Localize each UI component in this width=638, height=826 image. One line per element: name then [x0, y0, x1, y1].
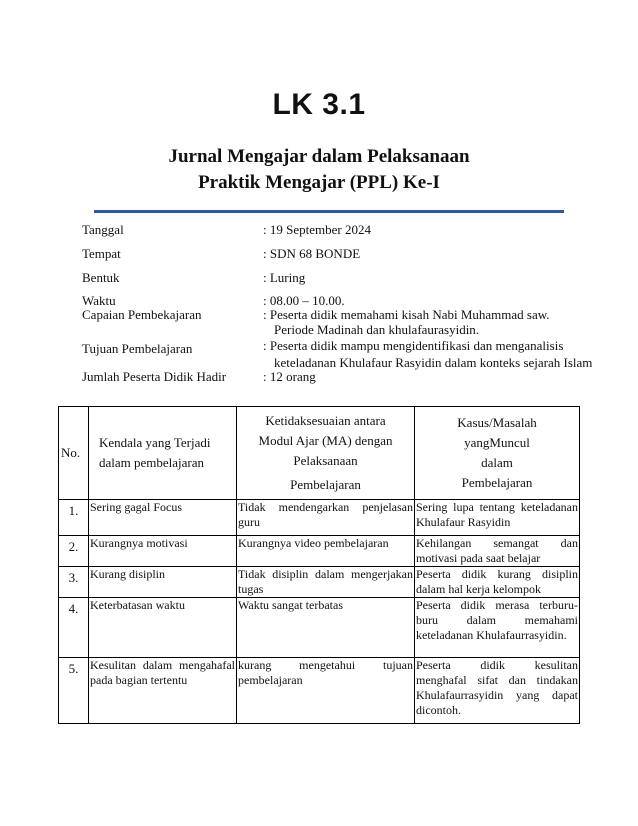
table-row — [59, 598, 580, 658]
jumlah-value: : 12 orang — [263, 369, 316, 384]
table-row — [59, 536, 580, 567]
row-kendala: Kurang disiplin — [89, 567, 237, 598]
row-ketidaksesuaian: Tidak disiplin dalam mengerjakan tugas — [238, 567, 413, 596]
row-number: 4. — [59, 598, 89, 658]
header-kasus-line-3: dalam — [481, 455, 513, 470]
bentuk-label: Bentuk — [82, 270, 120, 285]
row-kasus: Kehilangan semangat dan motivasi pada saat belajar — [416, 536, 578, 565]
row-ketidaksesuaian: Tidak mendengarkan penjelasan guru — [237, 500, 415, 536]
row-kasus: Sering lupa tentang keteladanan Khulafaur Rasyidin — [415, 500, 580, 536]
tujuan-label: Tujuan Pembelajaran — [82, 341, 193, 356]
subtitle-line-1: Jurnal Mengajar dalam Pelaksanaan — [168, 146, 470, 167]
row-number: 2. — [59, 536, 89, 567]
row-number: 5. — [59, 658, 89, 724]
tujuan-value-line-1: : Peserta didik mampu mengidentifikasi dan menganalisis — [263, 338, 564, 353]
header-kasus-line-2: yangMuncul — [464, 435, 530, 450]
page-title: LK 3.1 — [272, 88, 366, 121]
row-kendala: Kesulitan dalam mengahafal pada bagian tertentu — [89, 658, 237, 724]
header-ketidaksesuaian — [237, 407, 415, 500]
header-ketidaksesuaian-line-1: Ketidaksesuaian antara — [265, 413, 386, 428]
capaian-value-line-2: Periode Madinah dan khulafaurasyidin. — [274, 322, 480, 337]
row-number: 1. — [59, 500, 89, 536]
waktu-label: Waktu — [82, 293, 116, 308]
header-ketidaksesuaian-line-2: Modul Ajar (MA) dengan — [258, 433, 393, 448]
table-header-row — [59, 407, 580, 500]
title-divider — [94, 210, 564, 213]
waktu-value: : 08.00 – 10.00. — [263, 293, 345, 308]
tujuan-value-line-2: keteladanan Khulafaur Rasyidin dalam konteks sejarah Islam — [274, 355, 593, 370]
document-subtitle — [0, 144, 638, 196]
row-ketidaksesuaian: Kurangnya video pembelajaran — [237, 536, 415, 567]
table-row — [59, 658, 580, 724]
header-ketidaksesuaian-line-4: Pembelajaran — [290, 477, 361, 492]
subtitle-line-2: Praktik Mengajar (PPL) Ke-I — [198, 172, 440, 193]
header-ketidaksesuaian-line-3: Pelaksanaan — [293, 453, 358, 468]
header-kasus — [415, 407, 580, 500]
tanggal-label: Tanggal — [82, 222, 124, 237]
capaian-value-line-1: : Peserta didik memahami kisah Nabi Muhammad saw. — [263, 307, 550, 322]
tempat-label: Tempat — [82, 246, 121, 261]
row-ketidaksesuaian: Waktu sangat terbatas — [237, 598, 415, 658]
bentuk-value: : Luring — [263, 270, 306, 285]
row-kasus: Peserta didik kesulitan menghafal sifat dan tindakan Khulafaurrasyidin yang dapat dicontoh. — [415, 658, 580, 724]
row-kendala: Keterbatasan waktu — [89, 598, 237, 658]
row-kasus: Peserta didik merasa terburu-buru dalam memahami keteladanan Khulafaurrasyidin. — [415, 598, 580, 658]
row-ketidaksesuaian: kurang mengetahui tujuan pembelajaran — [237, 658, 415, 724]
header-no: No. — [59, 407, 89, 500]
jumlah-label: Jumlah Peserta Didik Hadir — [82, 369, 227, 384]
kendala-table — [58, 406, 580, 724]
header-kendala: Kendala yang Terjadi dalam pembelajaran — [89, 407, 237, 500]
row-kendala: Sering gagal Focus — [89, 500, 237, 536]
tanggal-value: : 19 September 2024 — [263, 222, 371, 237]
table-row — [59, 500, 580, 536]
row-kendala: Kurangnya motivasi — [89, 536, 237, 567]
row-kasus: Peserta didik kurang disiplin dalam hal kerja kelompok — [416, 567, 578, 596]
table-row — [59, 567, 580, 598]
row-number: 3. — [59, 567, 89, 598]
header-kasus-line-4: Pembelajaran — [461, 475, 533, 490]
header-kasus-line-1: Kasus/Masalah — [457, 415, 537, 430]
capaian-label: Capaian Pembekajaran — [82, 307, 202, 322]
tempat-value: : SDN 68 BONDE — [263, 246, 361, 261]
